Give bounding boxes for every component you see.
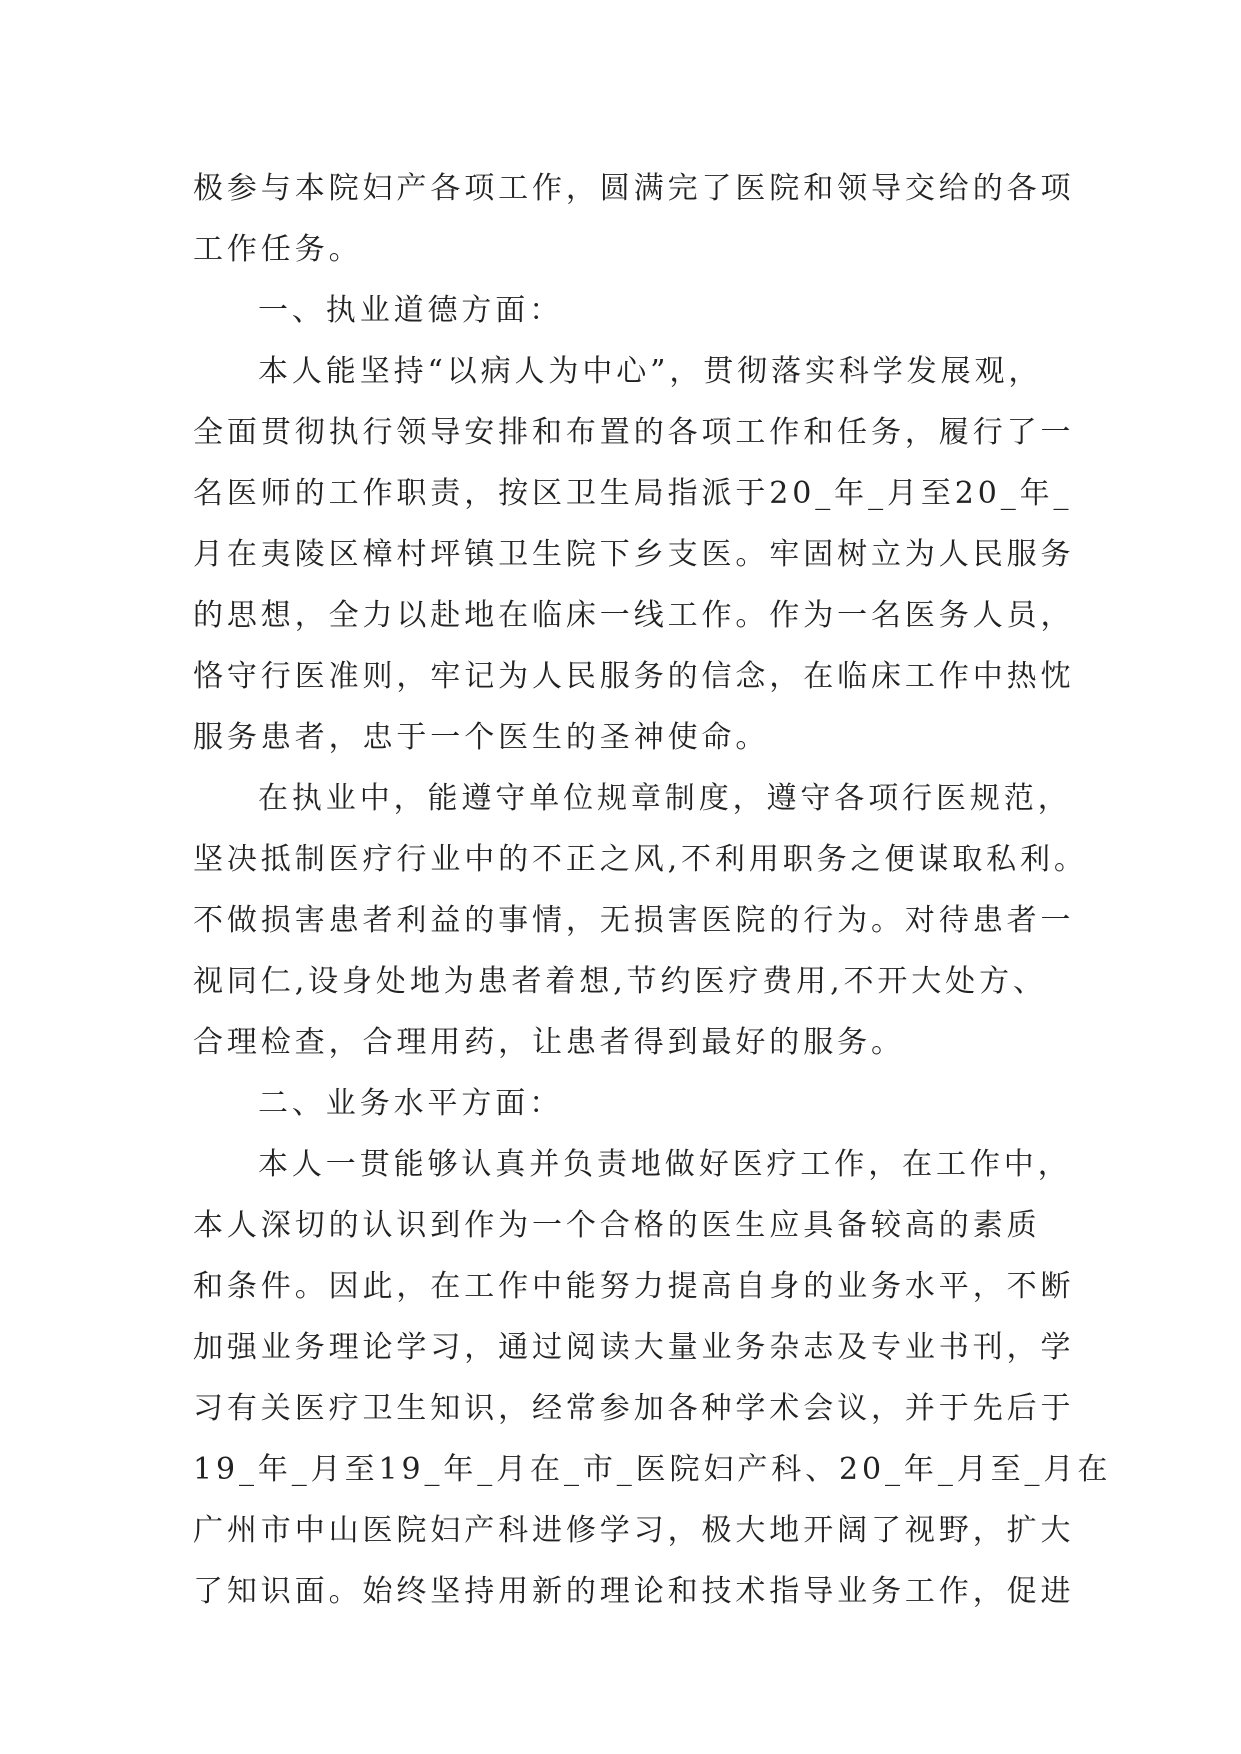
text-line: 名医师的工作职责，按区卫生局指派于20_年_月至20_年_	[193, 476, 1073, 511]
text-line: 坚决抵制医疗行业中的不正之风,不利用职务之便谋取私利。	[193, 842, 1088, 877]
text-line: 本人一贯能够认真并负责地做好医疗工作，在工作中，	[258, 1147, 1072, 1182]
text-line: 19_年_月至19_年_月在_市_医院妇产科、20_年_月至_月在	[193, 1452, 1112, 1487]
text-line: 和条件。因此，在工作中能努力提高自身的业务水平，不断	[193, 1269, 1075, 1304]
text-line: 合理检查，合理用药，让患者得到最好的服务。	[193, 1025, 905, 1060]
text-line: 的思想，全力以赴地在临床一线工作。作为一名医务人员，	[193, 598, 1075, 633]
text-line: 本人深切的认识到作为一个合格的医生应具备较高的素质	[193, 1208, 1041, 1243]
text-line: 视同仁,设身处地为患者着想,节约医疗费用,不开大处方、	[193, 964, 1047, 999]
section-heading: 二、业务水平方面：	[258, 1086, 564, 1121]
text-line: 加强业务理论学习，通过阅读大量业务杂志及专业书刊，学	[193, 1330, 1075, 1365]
text-line: 在执业中，能遵守单位规章制度，遵守各项行医规范，	[258, 781, 1072, 816]
text-line: 习有关医疗卫生知识，经常参加各种学术会议，并于先后于	[193, 1391, 1075, 1426]
text-line: 恪守行医准则，牢记为人民服务的信念，在临床工作中热忱	[193, 659, 1075, 694]
text-line: 广州市中山医院妇产科进修学习，极大地开阔了视野，扩大	[193, 1513, 1075, 1548]
document-body	[193, 158, 1112, 1622]
text-line: 工作任务。	[193, 232, 363, 267]
text-line: 不做损害患者利益的事情，无损害医院的行为。对待患者一	[193, 903, 1075, 938]
section-heading: 一、执业道德方面：	[258, 293, 564, 328]
text-line: 服务患者，忠于一个医生的圣神使命。	[193, 720, 770, 755]
text-line: 了知识面。始终坚持用新的理论和技术指导业务工作，促进	[193, 1574, 1075, 1609]
text-line: 月在夷陵区樟村坪镇卫生院下乡支医。牢固树立为人民服务	[193, 537, 1075, 572]
text-line: 全面贯彻执行领导安排和布置的各项工作和任务，履行了一	[193, 415, 1075, 450]
text-line: 极参与本院妇产各项工作，圆满完了医院和领导交给的各项	[193, 171, 1075, 206]
text-line: 本人能坚持“以病人为中心”，贯彻落实科学发展观，	[258, 354, 1043, 389]
